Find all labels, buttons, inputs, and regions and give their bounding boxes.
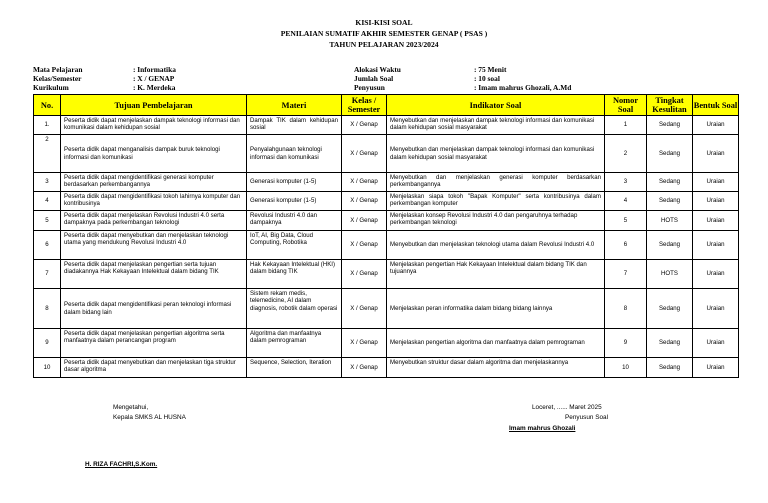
cell-tingkat: Sedang xyxy=(647,116,693,135)
meta-value-count: : 10 soal xyxy=(474,74,500,83)
cell-bentuk: Uraian xyxy=(693,173,739,192)
cell-indikator: Menjelaskan siapa tokoh "Bapak Komputer" serta kontribusinya dalam perkembangan komputer xyxy=(387,192,605,211)
cell-indikator: Menyebutkan struktur dasar dalam algoritma dan menjelaskannya xyxy=(387,358,605,378)
col-header-tujuan: Tujuan Pembelajaran xyxy=(61,95,247,116)
cell-nomor: 9 xyxy=(605,329,647,358)
cell-nomor: 1 xyxy=(605,116,647,135)
cell-tujuan: Peserta didik dapat menjelaskan pengertian algoritma serta manfaatnya dalam perancangan program xyxy=(61,329,247,358)
table-row xyxy=(34,192,739,211)
cell-nomor: 5 xyxy=(605,211,647,231)
cell-no: 7 xyxy=(34,260,61,289)
doc-title: KISI-KISI SOAL xyxy=(355,18,413,27)
cell-bentuk: Uraian xyxy=(693,289,739,329)
sig-right-line2: Penyusun Soal xyxy=(565,414,608,421)
cell-materi: Hak Kekayaan Intelektual (HKI) dalam bidang TIK xyxy=(247,260,342,289)
cell-materi: Dampak TIK dalam kehidupan sosial xyxy=(247,116,342,135)
cell-kelas: X / Genap xyxy=(342,135,387,173)
sig-left-line1: Mengetahui, xyxy=(113,404,149,411)
cell-indikator: Menjelaskan konsep Revolusi Industri 4.0 dan pengaruhnya terhadap perkembangan teknologi xyxy=(387,211,605,231)
meta-value-author: : Imam mahrus Ghozali, A.Md xyxy=(474,83,572,92)
cell-materi: IoT, AI, Big Data, Cloud Computing, Robotika xyxy=(247,231,342,260)
cell-indikator: Menjelaskan pengertian Hak Kekayaan Intelektual dalam bidang TIK dan tujuannya xyxy=(387,260,605,289)
meta-label-count: Jumlah Soal xyxy=(354,74,394,83)
cell-materi: Generasi komputer (1-5) xyxy=(247,173,342,192)
doc-subtitle: PENILAIAN SUMATIF AKHIR SEMESTER GENAP ( PSAS ) xyxy=(280,29,488,38)
cell-nomor: 7 xyxy=(605,260,647,289)
meta-label-curriculum: Kurikulum xyxy=(33,83,69,92)
sig-right-name: Imam mahrus Ghozali xyxy=(509,425,576,432)
doc-year: TAHUN PELAJARAN 2023/2024 xyxy=(329,40,439,49)
meta-label-author: Penyusun xyxy=(354,83,385,92)
meta-value-subject: : Informatika xyxy=(133,65,176,74)
cell-kelas: X / Genap xyxy=(342,329,387,358)
cell-materi: Penyalahgunaan teknologi informasi dan komunikasi xyxy=(247,135,342,173)
cell-tingkat: Sedang xyxy=(647,192,693,211)
cell-no: 4 xyxy=(34,192,61,211)
cell-kelas: X / Genap xyxy=(342,211,387,231)
sig-left-line2: Kepala SMKS AL HUSNA xyxy=(113,414,186,421)
table-row xyxy=(34,116,739,135)
cell-nomor: 4 xyxy=(605,192,647,211)
cell-indikator: Menyebutkan dan menjelaskan dampak teknologi informasi dan komunikasi dalam kehidupan sosial masyarakat xyxy=(387,135,605,173)
cell-materi: Sequence, Selection, Iteration xyxy=(247,358,342,378)
cell-kelas: X / Genap xyxy=(342,358,387,378)
cell-kelas: X / Genap xyxy=(342,289,387,329)
col-header-nomor: Nomor Soal xyxy=(605,95,647,116)
cell-tingkat: Sedang xyxy=(647,231,693,260)
cell-tingkat: HOTS xyxy=(647,260,693,289)
cell-nomor: 6 xyxy=(605,231,647,260)
col-header-bentuk: Bentuk Soal xyxy=(693,95,739,116)
cell-bentuk: Uraian xyxy=(693,260,739,289)
cell-bentuk: Uraian xyxy=(693,116,739,135)
cell-no: 8 xyxy=(34,289,61,329)
cell-tingkat: Sedang xyxy=(647,173,693,192)
cell-nomor: 3 xyxy=(605,173,647,192)
cell-tingkat: HOTS xyxy=(647,211,693,231)
cell-kelas: X / Genap xyxy=(342,231,387,260)
cell-kelas: X / Genap xyxy=(342,260,387,289)
table-row xyxy=(34,358,739,378)
cell-nomor: 10 xyxy=(605,358,647,378)
table-row xyxy=(34,211,739,231)
cell-tingkat: Sedang xyxy=(647,135,693,173)
table-row xyxy=(34,173,739,192)
cell-tingkat: Sedang xyxy=(647,329,693,358)
cell-kelas: X / Genap xyxy=(342,192,387,211)
meta-label-subject: Mata Pelajaran xyxy=(33,65,83,74)
table-row xyxy=(34,231,739,260)
table-header-row xyxy=(34,95,739,116)
cell-tujuan: Peserta didik dapat menyebutkan dan menjelaskan teknologi utama yang mendukung Revolusi Industri 4.0 xyxy=(61,231,247,260)
cell-tingkat: Sedang xyxy=(647,358,693,378)
cell-tingkat: Sedang xyxy=(647,289,693,329)
meta-label-time: Alokasi Waktu xyxy=(354,65,401,74)
cell-materi: Algoritma dan manfaatnya dalam pemrograman xyxy=(247,329,342,358)
cell-bentuk: Uraian xyxy=(693,192,739,211)
col-header-no: No. xyxy=(34,95,61,116)
cell-no: 1. xyxy=(34,116,61,135)
cell-bentuk: Uraian xyxy=(693,211,739,231)
cell-bentuk: Uraian xyxy=(693,358,739,378)
cell-tujuan: Peserta didik dapat menganalisis dampak buruk teknologi informasi dan komunikasi xyxy=(61,135,247,173)
table-row xyxy=(34,329,739,358)
cell-tujuan: Peserta didik dapat mengidentifikasi peran teknologi informasi dalam bidang lain xyxy=(61,289,247,329)
cell-no: 2 xyxy=(34,135,61,173)
cell-kelas: X / Genap xyxy=(342,173,387,192)
col-header-materi: Materi xyxy=(247,95,342,116)
meta-value-class: : X / GENAP xyxy=(133,74,175,83)
meta-value-time: : 75 Menit xyxy=(474,65,507,74)
sig-left-name: H. RIZA FACHRI,S.Kom. xyxy=(85,461,158,468)
cell-tujuan: Peserta didik dapat menjelaskan dampak teknologi informasi dan komunikasi dalam kehidupan sosial xyxy=(61,116,247,135)
cell-indikator: Menyebutkan dan menjelaskan teknologi utama dalam Revolusi Industri 4.0 xyxy=(387,231,605,260)
cell-bentuk: Uraian xyxy=(693,231,739,260)
cell-bentuk: Uraian xyxy=(693,135,739,173)
kisi-table xyxy=(33,94,739,378)
table-row xyxy=(34,289,739,329)
cell-indikator: Menjelaskan peran informatika dalam bidang bidang lainnya xyxy=(387,289,605,329)
cell-tujuan: Peserta didik dapat menjelaskan pengertian serta tujuan diadakannya Hak Kekayaan Intelektual dalam bidang TIK xyxy=(61,260,247,289)
sig-right-line1: Loceret, ...... Maret 2025 xyxy=(532,404,602,411)
cell-nomor: 8 xyxy=(605,289,647,329)
cell-nomor: 2 xyxy=(605,135,647,173)
cell-materi: Generasi komputer (1-5) xyxy=(247,192,342,211)
cell-no: 5 xyxy=(34,211,61,231)
meta-value-curriculum: : K. Merdeka xyxy=(133,83,176,92)
cell-no: 10 xyxy=(34,358,61,378)
cell-tujuan: Peserta didik dapat menyebutkan dan menjelaskan tiga struktur dasar algoritma xyxy=(61,358,247,378)
cell-indikator: Menyebutkan dan menjelaskan dampak teknologi informasi dan komunikasi dalam kehidupan sosial masyarakat xyxy=(387,116,605,135)
cell-tujuan: Peserta didik dapat mengidentifikasi generasi komputer berdasarkan perkembangannya xyxy=(61,173,247,192)
cell-indikator: Menyebutkan dan menjelaskan generasi komputer berdasarkan perkembangannya xyxy=(387,173,605,192)
cell-kelas: X / Genap xyxy=(342,116,387,135)
col-header-indikator: Indikator Soal xyxy=(387,95,605,116)
col-header-kelas: Kelas / Semester xyxy=(342,95,387,116)
cell-indikator: Menjelaskan pengertian algoritma dan manfaatnya dalam pemrograman xyxy=(387,329,605,358)
table-row xyxy=(34,260,739,289)
cell-no: 3 xyxy=(34,173,61,192)
col-header-tingkat: Tingkat Kesulitan xyxy=(647,95,693,116)
table-row xyxy=(34,135,739,173)
meta-label-class: Kelas/Semester xyxy=(33,74,82,83)
cell-no: 9 xyxy=(34,329,61,358)
cell-bentuk: Uraian xyxy=(693,329,739,358)
cell-materi: Sistem rekam medis, telemedicine, AI dalam diagnosis, robotik dalam operasi xyxy=(247,289,342,329)
cell-tujuan: Peserta didik dapat menjelaskan Revolusi Industri 4.0 serta dampaknya pada perkembangan teknologi xyxy=(61,211,247,231)
cell-tujuan: Peserta didik dapat mengidentifikasi tokoh lahirnya komputer dan kontribusinya xyxy=(61,192,247,211)
cell-no: 6 xyxy=(34,231,61,260)
cell-materi: Revolusi Industri 4.0 dan dampaknya xyxy=(247,211,342,231)
